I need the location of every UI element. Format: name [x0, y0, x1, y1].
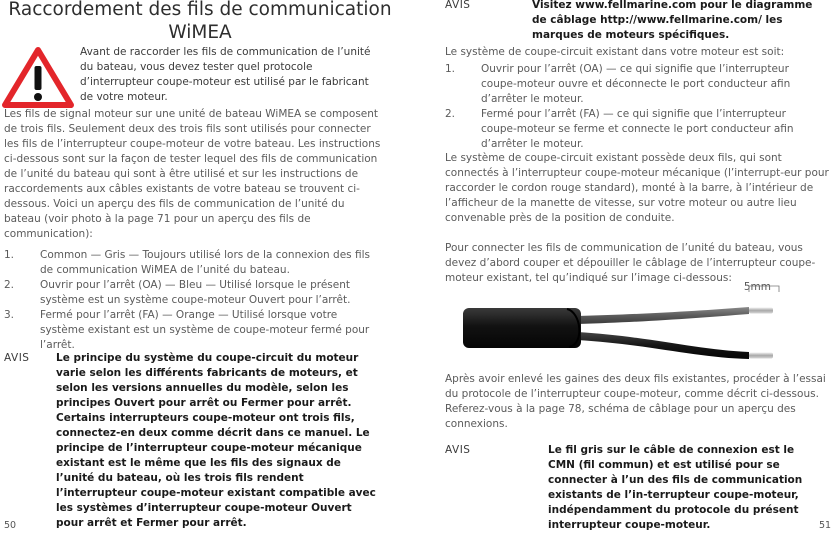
protocol-list — [445, 62, 821, 152]
list-number: 1. — [4, 249, 15, 261]
page-number: 51 — [819, 520, 831, 531]
left-page — [0, 0, 400, 535]
cable-diagram — [457, 278, 797, 368]
dimension-label: 5mm — [743, 281, 771, 293]
avis-label: AVIS — [445, 0, 471, 11]
list-item — [4, 278, 382, 308]
after-stripping-paragraph: Après avoir enlevé les gaines des deux fils existantes, procéder à l’essai du protocole de l’interrupteur coupe-moteur, comme décrit ci-dessous. Referez-vous à la page 78, schéma de câblage pour un aperçu des connexions. — [445, 373, 826, 430]
list-item — [4, 248, 382, 278]
page-title — [2, 0, 398, 44]
list-text: Ouvrir pour l’arrêt (OA) — Bleu — Utilisé lorsque le présent système est un système coupe-moteur Ouvert pour l’arrêt. — [40, 279, 351, 306]
mechanical-paragraph: Le système de coupe-circuit existant possède deux fils, qui sont connectés à l’interrupteur coupe-moteur mécanique (l’interrupt-eur pour raccorder le cordon rouge standard), monté à la barre, à l’intérieur de l’afficheur de la manette de vitesse, sur votre moteur ou autre lieu convenable près de la position de conduite. — [445, 152, 829, 224]
warning-text: Avant de raccorder les fils de communication de l’unité du bateau, vous devez tester quel protocole d’interrupteur coupe-moteur est utilisé par le fabricant de votre moteur. — [80, 46, 371, 103]
list-text: Common — Gris — Toujours utilisé lors de la connexion des fils de communication WiMEA de l’unité du bateau. — [40, 249, 370, 276]
avis-label: AVIS — [445, 444, 471, 456]
avis-label: AVIS — [4, 352, 30, 364]
list-item — [445, 62, 821, 107]
intro-paragraph: Les fils de signal moteur sur une unité de bateau WiMEA se composent de trois fils. Seulement deux des trois fils sont utilisés pour connecter les fils de l’interrupteur coupe-moteur de votre bateau. Les instructions ci-dessous sont sur la façon de tester lequel des fils de communication de l’unité du bateau qui sont à être utilisé et sur les instructions de raccordements aux câbles existants de votre bateau se trouvent ci-dessous. Voici un aperçu des fils de communication de l’unité du bateau (voir photo à la page 71 pour un aperçu des fils de communication): — [4, 108, 381, 240]
warning-triangle-icon — [2, 46, 74, 108]
avis-text: Visitez www.fellmarine.com pour le diagramme de câblage http://www.fellmarine.com/ les marques de moteurs spécifiques. — [532, 0, 813, 41]
list-number: 3. — [4, 309, 15, 321]
list-text: Fermé pour l’arrêt (FA) — ce qui signifie que l’interrupteur coupe-moteur se ferme et connecte le port conducteur afin d’arrêter le moteur. — [481, 108, 794, 150]
existing-system-paragraph: Le système de coupe-circuit existant dans votre moteur est soit: — [445, 46, 785, 58]
avis-text: Le principe du système du coupe-circuit du moteur varie selon les différents fabricants de moteurs, et selon les versions annuelles du modèle, selon les principes Ouvert pour arrêt ou Fermer pour arrêt. Certains interrupteurs coupe-moteur ont trois fils, connectez-en deux comme décrit dans ce manuel. Le principe de l’interrupteur coupe-moteur mécanique existant est le même que les fils des signaux de l’unité du bateau, où les trois fils rendent l’interrupteur coupe-moteur existant compatible avec les systèmes d’interrupteur coupe-moteur Ouvert pour arrêt et Fermer pour arrêt. — [56, 352, 376, 529]
list-number: 2. — [4, 279, 15, 291]
list-text: Fermé pour l’arrêt (FA) — Orange — Utilisé lorsque votre système existant est un système de coupe-moteur fermé pour l’arrêt. — [40, 309, 370, 351]
title-line-2: WiMEA — [168, 22, 232, 43]
list-item — [445, 107, 821, 152]
list-text: Ouvrir pour l’arrêt (OA) — ce qui signifie que l’interrupteur coupe-moteur ouvre et déconnecte le port conducteur afin d’arrêter le moteur. — [481, 63, 791, 105]
list-item — [4, 308, 382, 353]
list-number: 2. — [445, 108, 456, 120]
wire-list — [4, 248, 382, 353]
page-number: 50 — [4, 520, 17, 531]
list-number: 1. — [445, 63, 456, 75]
right-page — [443, 0, 831, 535]
avis-text: Le fil gris sur le câble de connexion est le CMN (fil commun) et est utilisé pour se connecter à l’un des fils de communication existants de l’in-terrupteur coupe-moteur, indépendamment du protocole du présent interrupteur coupe-moteur. — [548, 444, 803, 531]
title-line-1: Raccordement des fils de communication — [8, 0, 392, 20]
connect-paragraph: Pour connecter les fils de communication de l’unité du bateau, vous devez d’abord couper et dépouiller le câblage de l’interrupteur coupe-moteur existant, tel qu’indiqué sur l’image ci-dessous: — [445, 242, 816, 284]
